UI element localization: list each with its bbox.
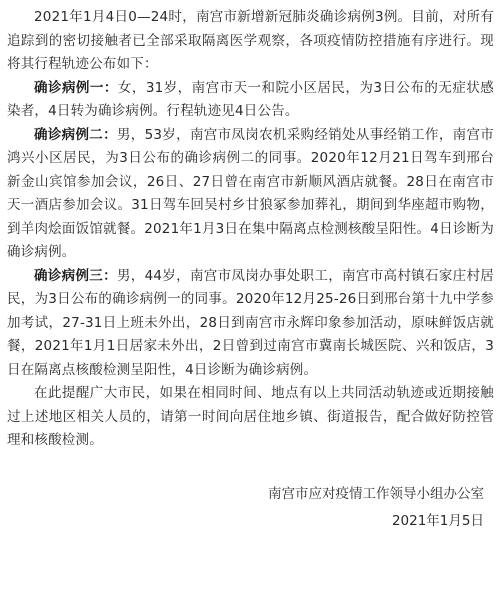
intro-paragraph: 2021年1月4日0—24时，南宫市新增新冠肺炎确诊病例3例。目前，对所有追踪到的密切接触者已全部采取隔离医学观察，各项疫情防控措施有序进行。现将其行程轨迹公布如下： — [7, 9, 494, 72]
case-1-paragraph — [7, 77, 494, 124]
case-1-text: 女，31岁，南宫市天一和院小区居民，为3日公布的无症状感染者，4日转为确诊病例。行程轨迹见4日公告。 — [7, 79, 494, 119]
case-3-label: 确诊病例三： — [34, 267, 117, 284]
case-2-label: 确诊病例二： — [34, 126, 117, 143]
signature-date: 2021年1月5日 — [391, 513, 484, 529]
signature-org: 南宫市应对疫情工作领导小组办公室 — [268, 485, 484, 502]
reminder-paragraph: 在此提醒广大市民，如果在相同时间、地点有以上共同活动轨迹或近期接触过上述地区相关人员的，请第一时间向居住地乡镇、街道报告，配合做好防控管理和核酸检测。 — [7, 385, 494, 448]
case-2-text: 男，53岁，南宫市凤岗农机采购经销处从事经销工作，南宫市鸿兴小区居民，为3日公布的确诊病例二的同事。2020年12月21日驾车到邢台新金山宾馆参加会议，26日、27日曾在南宫市新顺风酒店就餐。28日在南宫市天一酒店参加会议。31日驾车回吴村乡甘狼冢参加葬礼，期间到华座超市购物，到羊肉烩面饭馆就餐。2021年1月3日在集中隔离点检测核酸呈阳性。4日诊断为确诊病例。 — [7, 126, 494, 260]
case-2-paragraph — [7, 124, 494, 265]
case-3-text: 男，44岁，南宫市凤岗办事处职工，南宫市高村镇石家庄村居民，为3日公布的确诊病例一的同事。2020年12月25-26日到邢台第十九中学参加考试，27-31日上班未外出，28日到南宫市永辉印象参加活动，原味鲜饭店就餐，2021年1月1日居家未外出，2日曾到过南宫市冀南长城医院、兴和饭店，3日在隔离点核酸检测呈阳性，4日诊断为确诊病例。 — [7, 267, 494, 378]
case-1-label: 确诊病例一： — [34, 79, 118, 96]
case-3-paragraph — [7, 265, 494, 383]
